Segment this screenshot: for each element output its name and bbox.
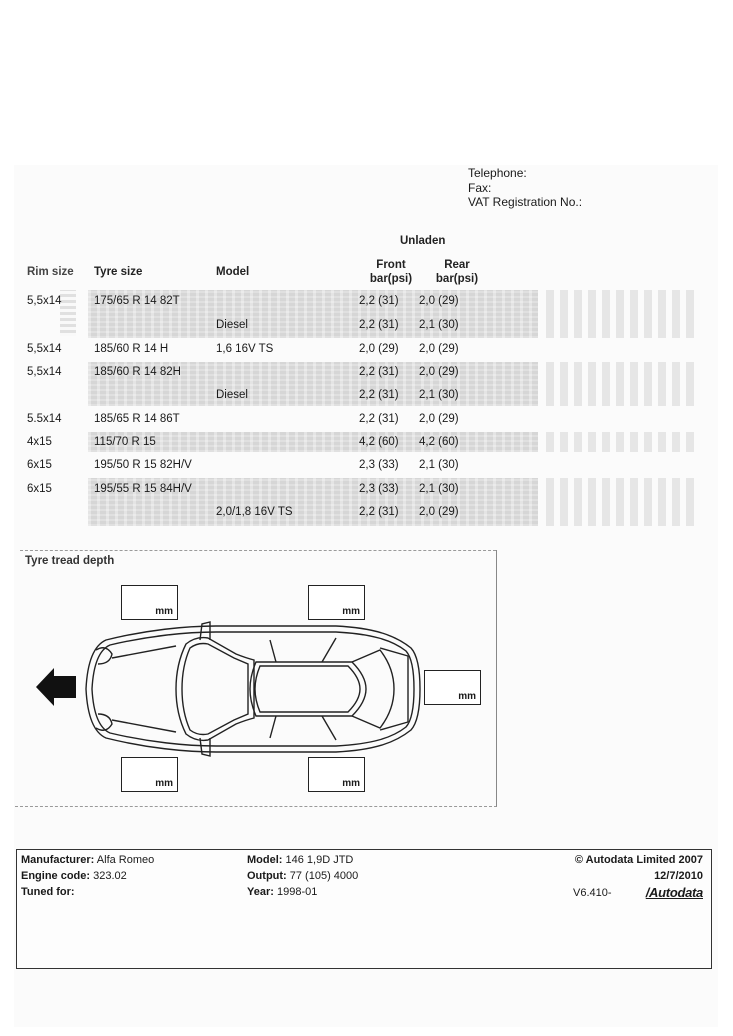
rear-pressure-cell: 4,2 (60) [419, 436, 459, 448]
manufacturer-line [21, 854, 154, 866]
rear-header-line1: Rear [444, 259, 470, 271]
table-row [0, 433, 733, 453]
rear-pressure-cell: 2,1 (30) [419, 319, 459, 331]
tread-input-rear-left[interactable] [308, 585, 365, 620]
tyre-size-cell: 195/50 R 15 82H/V [94, 459, 192, 471]
car-headlight-left [96, 648, 112, 664]
year-line [247, 886, 317, 898]
model-cell: 2,0/1,8 16V TS [216, 506, 293, 518]
tyre-size-cell: 185/60 R 14 H [94, 343, 169, 355]
front-header-line1: Front [376, 259, 406, 271]
copyright-text: © Autodata Limited 2007 [574, 854, 703, 866]
output-line [247, 870, 358, 882]
table-row [0, 503, 733, 523]
rim-size-cell: 5,5x14 [27, 366, 62, 378]
model-cell: Diesel [216, 319, 248, 331]
tread-input-front-left[interactable] [121, 585, 178, 620]
model-header: Model [216, 266, 250, 278]
table-row [0, 316, 733, 336]
manufacturer-label: Manufacturer: [21, 854, 95, 866]
rear-pressure-cell: 2,0 (29) [419, 295, 459, 307]
version-text: V6.410- [573, 887, 612, 899]
front-pressure-cell: 2,2 (31) [359, 413, 399, 425]
rim-size-cell: 5.5x14 [27, 413, 62, 425]
tread-depth-title: Tyre tread depth [25, 555, 115, 567]
mm-unit-label: mm [342, 606, 360, 617]
table-row [0, 480, 733, 500]
mm-unit-label: mm [342, 778, 360, 789]
tread-input-spare[interactable] [424, 670, 481, 705]
mm-unit-label: mm [458, 691, 476, 702]
vehicle-info-footer [16, 849, 712, 969]
car-headlight-right [96, 714, 112, 730]
unladen-header: Unladen [400, 235, 446, 247]
telephone-label: Telephone: [468, 166, 527, 180]
tyre-size-cell: 185/65 R 14 86T [94, 413, 180, 425]
table-row [0, 386, 733, 406]
rear-pressure-cell: 2,0 (29) [419, 506, 459, 518]
rear-pressure-cell: 2,1 (30) [419, 483, 459, 495]
front-pressure-cell: 2,3 (33) [359, 459, 399, 471]
model-label: Model: [247, 854, 283, 866]
front-header-line2: bar(psi) [369, 273, 413, 285]
table-row [0, 340, 733, 360]
mm-unit-label: mm [155, 778, 173, 789]
engine-code-line [21, 870, 127, 882]
rear-pressure-cell: 2,0 (29) [419, 343, 459, 355]
year-value: 1998-01 [276, 886, 318, 898]
fax-label: Fax: [468, 180, 492, 195]
car-rear-window [352, 650, 394, 728]
engine-code-label: Engine code: [21, 870, 91, 882]
car-top-view-diagram [36, 618, 426, 760]
model-cell: Diesel [216, 389, 248, 401]
front-pressure-cell: 2,3 (33) [359, 483, 399, 495]
tread-input-rear-right[interactable] [308, 757, 365, 792]
front-pressure-cell: 2,2 (31) [359, 366, 399, 378]
front-pressure-cell: 2,2 (31) [359, 506, 399, 518]
vat-label: VAT Registration No.: [468, 195, 583, 209]
rim-size-cell: 5,5x14 [27, 343, 62, 355]
output-label: Output: [247, 870, 287, 882]
rear-header [432, 258, 482, 286]
tread-input-front-right[interactable] [121, 757, 178, 792]
model-line [247, 854, 353, 866]
rear-pressure-cell: 2,0 (29) [419, 366, 459, 378]
table-row [0, 410, 733, 430]
tyre-size-cell: 115/70 R 15 [94, 436, 156, 448]
manufacturer-value: Alfa Romeo [96, 854, 155, 866]
autodata-logo: /Autodata [645, 885, 703, 900]
rear-pressure-cell: 2,0 (29) [419, 413, 459, 425]
tuned-for-line [21, 886, 75, 898]
car-roof [250, 662, 366, 716]
car-body-outline [86, 626, 420, 752]
tuned-for-label: Tuned for: [21, 886, 75, 898]
year-label: Year: [247, 886, 274, 898]
model-cell: 1,6 16V TS [216, 343, 274, 355]
rim-size-cell: 5,5x14 [27, 295, 62, 307]
tyre-size-cell: 175/65 R 14 82T [94, 295, 180, 307]
tyre-size-header: Tyre size [94, 266, 143, 278]
contact-block [468, 166, 582, 210]
table-row [0, 363, 733, 383]
rear-pressure-cell: 2,1 (30) [419, 389, 459, 401]
rim-size-cell: 4x15 [27, 436, 52, 448]
front-pressure-cell: 2,2 (31) [359, 389, 399, 401]
front-pressure-cell: 2,2 (31) [359, 295, 399, 307]
rim-size-cell: 6x15 [27, 483, 52, 495]
front-header [366, 258, 416, 286]
front-pressure-cell: 2,2 (31) [359, 319, 399, 331]
tyre-size-cell: 185/60 R 14 82H [94, 366, 181, 378]
tyre-size-cell: 195/55 R 15 84H/V [94, 483, 192, 495]
engine-code-value: 323.02 [93, 870, 127, 882]
table-row [0, 292, 733, 312]
table-row [0, 456, 733, 476]
output-value: 77 (105) 4000 [289, 870, 359, 882]
mm-unit-label: mm [155, 606, 173, 617]
model-value: 146 1,9D JTD [285, 854, 354, 866]
rim-size-header: Rim size [27, 266, 74, 278]
front-pressure-cell: 4,2 (60) [359, 436, 399, 448]
print-date: 12/7/2010 [654, 870, 703, 882]
rear-pressure-cell: 2,1 (30) [419, 459, 459, 471]
rim-size-cell: 6x15 [27, 459, 52, 471]
front-pressure-cell: 2,0 (29) [359, 343, 399, 355]
rear-header-line2: bar(psi) [435, 273, 479, 285]
